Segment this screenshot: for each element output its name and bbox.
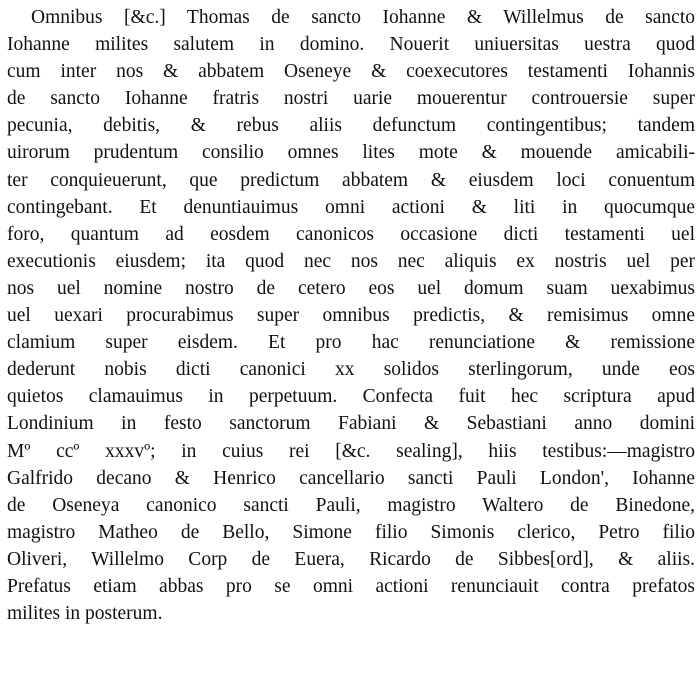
text-line-9: foro, quantum ad eosdem canonicos occasione dicti testamenti uel bbox=[7, 223, 695, 245]
text-line-2: Iohanne milites salutem in domino. Nouerit uniuersitas uestra quod bbox=[7, 34, 695, 56]
text-line-14: dederunt nobis dicti canonici xx solidos sterlingorum, unde eos bbox=[7, 359, 695, 381]
text-line-13: clamium super eisdem. Et pro hac renunciatione & remissione bbox=[7, 332, 695, 354]
charter-text bbox=[7, 4, 695, 627]
text-line-23: milites in posterum. bbox=[7, 603, 163, 625]
text-line-15: quietos clamauimus in perpetuum. Confecta fuit hec scriptura apud bbox=[7, 386, 695, 408]
text-line-18: Galfrido decano & Henrico cancellario sancti Pauli London', Iohanne bbox=[7, 467, 695, 489]
text-line-16: Londinium in festo sanctorum Fabiani & Sebastiani anno domini bbox=[7, 413, 695, 435]
text-line-7: ter conquieuerunt, que predictum abbatem & eiusdem loci conuentum bbox=[7, 169, 695, 191]
text-line-20: magistro Matheo de Bello, Simone filio Simonis clerico, Petro filio bbox=[7, 521, 695, 543]
text-line-8: contingebant. Et denuntiauimus omni actioni & liti in quocumque bbox=[7, 196, 695, 218]
text-line-21: Oliveri, Willelmo Corp de Euera, Ricardo de Sibbes[ord], & aliis. bbox=[7, 548, 695, 570]
text-line-22: Prefatus etiam abbas pro se omni actioni renunciauit contra prefatos bbox=[7, 575, 695, 597]
text-line-12: uel uexari procurabimus super omnibus predictis, & remisimus omne bbox=[7, 305, 695, 327]
text-line-6: uirorum prudentum consilio omnes lites mote & mouende amicabili- bbox=[7, 142, 695, 164]
text-line-3: cum inter nos & abbatem Oseneye & coexecutores testamenti Iohannis bbox=[7, 61, 695, 83]
text-line-1: Omnibus [&c.] Thomas de sancto Iohanne & Willelmus de sancto bbox=[31, 7, 695, 28]
text-line-4: de sancto Iohanne fratris nostri uarie mouerentur controuersie super bbox=[7, 88, 695, 110]
text-line-10: executionis eiusdem; ita quod nec nos nec aliquis ex nostris uel per bbox=[7, 250, 695, 272]
text-line-5: pecunia, debitis, & rebus aliis defunctum contingentibus; tandem bbox=[7, 115, 695, 137]
text-line-11: nos uel nomine nostro de cetero eos uel domum suam uexabimus bbox=[7, 277, 695, 299]
text-line-17: Mº ccº xxxvº; in cuius rei [&c. sealing], hiis testibus:—magistro bbox=[7, 440, 695, 462]
text-line-19: de Oseneya canonico sancti Pauli, magistro Waltero de Binedone, bbox=[7, 494, 695, 516]
